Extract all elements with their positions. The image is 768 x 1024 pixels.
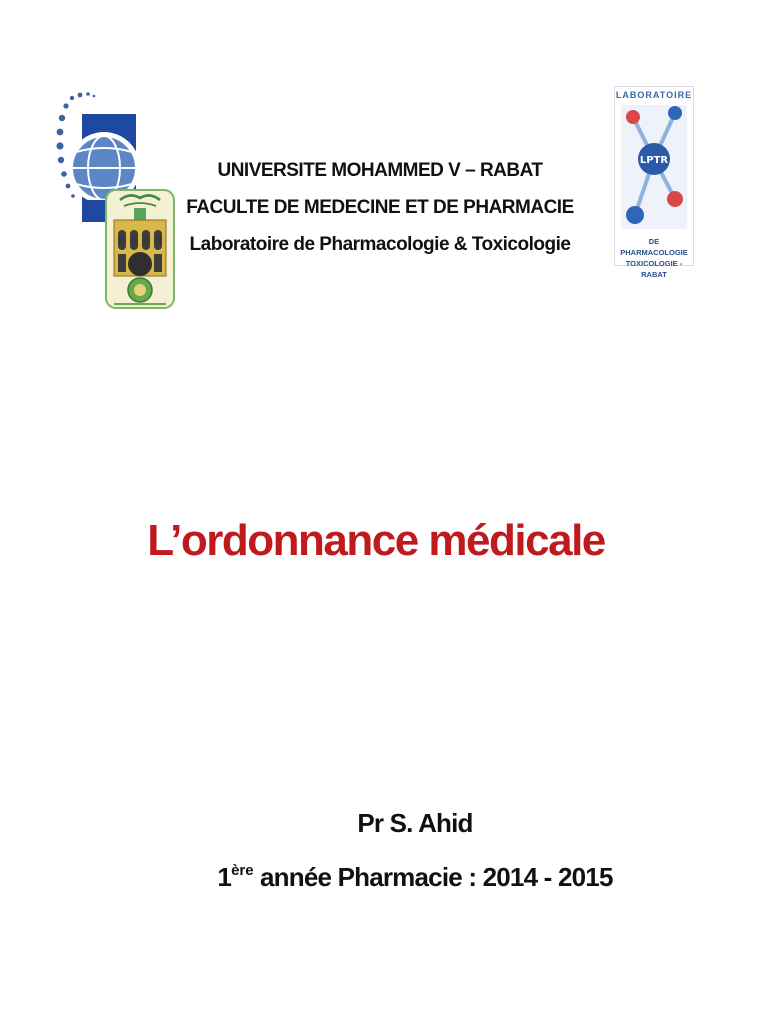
lab-badge-text: LPTR (639, 155, 669, 166)
lab-logo-bottom-text (615, 236, 693, 280)
lab-logo-top-text: LABORATOIRE (615, 90, 693, 100)
lab-logo (614, 86, 694, 279)
year-number: 1 (217, 862, 232, 892)
institution-header (150, 152, 610, 263)
university-name: UNIVERSITE MOHAMMED V – RABAT (217, 160, 543, 181)
author-name: Pr S. Ahid (357, 808, 473, 838)
lab-bottom-line2: TOXICOLOGIE - RABAT (625, 259, 683, 279)
faculty-name: FACULTE DE MEDECINE ET DE PHARMACIE (186, 197, 574, 218)
page-title: L’ordonnance médicale (147, 516, 605, 565)
molecule-icon (619, 103, 689, 231)
laboratory-name: Laboratoire de Pharmacologie & Toxicologie (189, 234, 571, 255)
year-text: année Pharmacie : 2014 - 2015 (253, 862, 613, 892)
year-superscript: ère (231, 862, 254, 879)
lab-bottom-line1: DE PHARMACOLOGIE (620, 237, 688, 257)
academic-year (200, 862, 630, 893)
